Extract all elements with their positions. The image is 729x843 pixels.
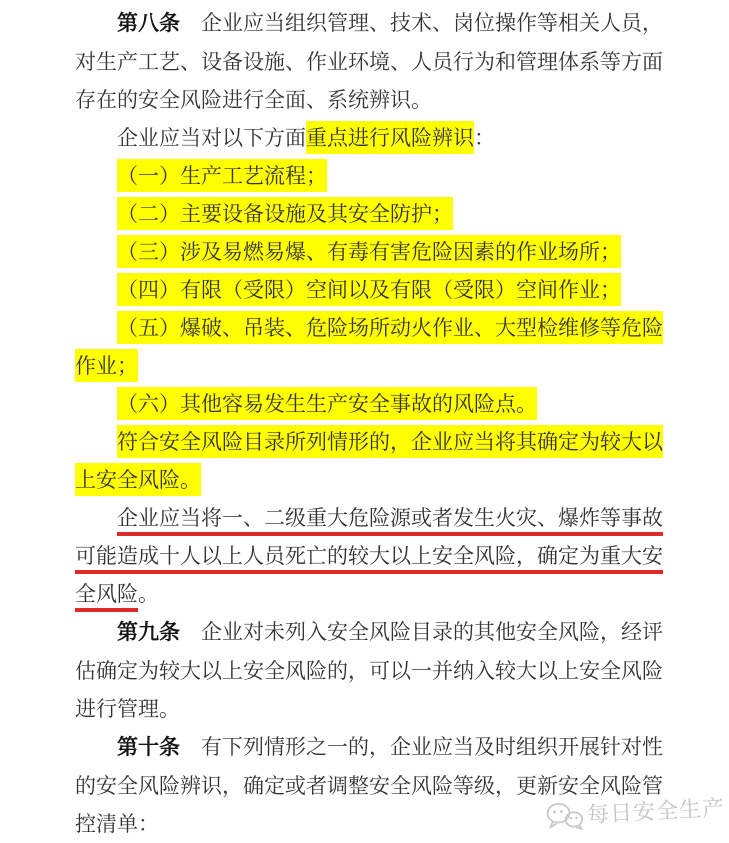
- highlighted-text: （二）主要设备设施及其安全防护；: [117, 197, 453, 230]
- body-text: 企业应当组织管理、技术、岗位操作等相关人员，对生产工艺、设备设施、作业环境、人员行为和管理体系等方面存在的安全风险进行全面、系统辨识。: [75, 11, 663, 112]
- highlighted-text: （四）有限（受限）空间以及有限（受限）空间作业；: [117, 273, 621, 306]
- list-item-5: [75, 309, 663, 385]
- document-page: [75, 4, 663, 843]
- list-item-2: [75, 195, 663, 233]
- body-text: 。: [138, 582, 159, 606]
- red-underlined-text: 企业应当将一、二级重大危险源或者发生火灾、爆炸等事故可能造成十人以上人员死亡的较大以上安全风险，确定为重大安全风险: [75, 506, 663, 612]
- list-item-4: [75, 271, 663, 309]
- risk-identification-intro: [75, 119, 663, 157]
- article-number: 第九条: [117, 621, 180, 644]
- highlighted-text: （三）涉及易燃易爆、有毒有害危险因素的作业场所；: [117, 235, 621, 268]
- list-item-6: [75, 385, 663, 423]
- article-number: 第八条: [117, 12, 180, 35]
- body-text: 企业应当对以下方面: [117, 126, 306, 150]
- highlighted-text: 重点进行风险辨识: [306, 121, 474, 154]
- article-9-clause: [75, 613, 663, 728]
- highlighted-text: （五）爆破、吊装、危险场所动火作业、大型检维修等危险作业；: [75, 311, 663, 382]
- body-text: 企业对未列入安全风险目录的其他安全风险，经评估确定为较大以上安全风险的，可以一并纳入较大以上安全风险进行管理。: [75, 620, 663, 721]
- list-item-3: [75, 233, 663, 271]
- wechat-icon: [544, 800, 584, 832]
- catalog-provision: [75, 423, 663, 499]
- article-8-clause: [75, 4, 663, 119]
- watermark-label: 每日安全生产: [586, 795, 726, 828]
- major-risk-provision: [75, 499, 663, 613]
- highlighted-text: （一）生产工艺流程；: [117, 159, 327, 192]
- highlighted-text: （六）其他容易发生生产安全事故的风险点。: [117, 387, 537, 420]
- highlighted-text: 符合安全风险目录所列情形的，企业应当将其确定为较大以上安全风险。: [75, 425, 663, 496]
- body-text: ：: [474, 126, 495, 150]
- body-text: 有下列情形之一的，企业应当及时组织开展针对性的安全风险辨识，确定或者调整安全风险等级，更新安全风险管控清单：: [75, 735, 663, 836]
- article-number: 第十条: [117, 736, 180, 759]
- list-item-1: [75, 157, 663, 195]
